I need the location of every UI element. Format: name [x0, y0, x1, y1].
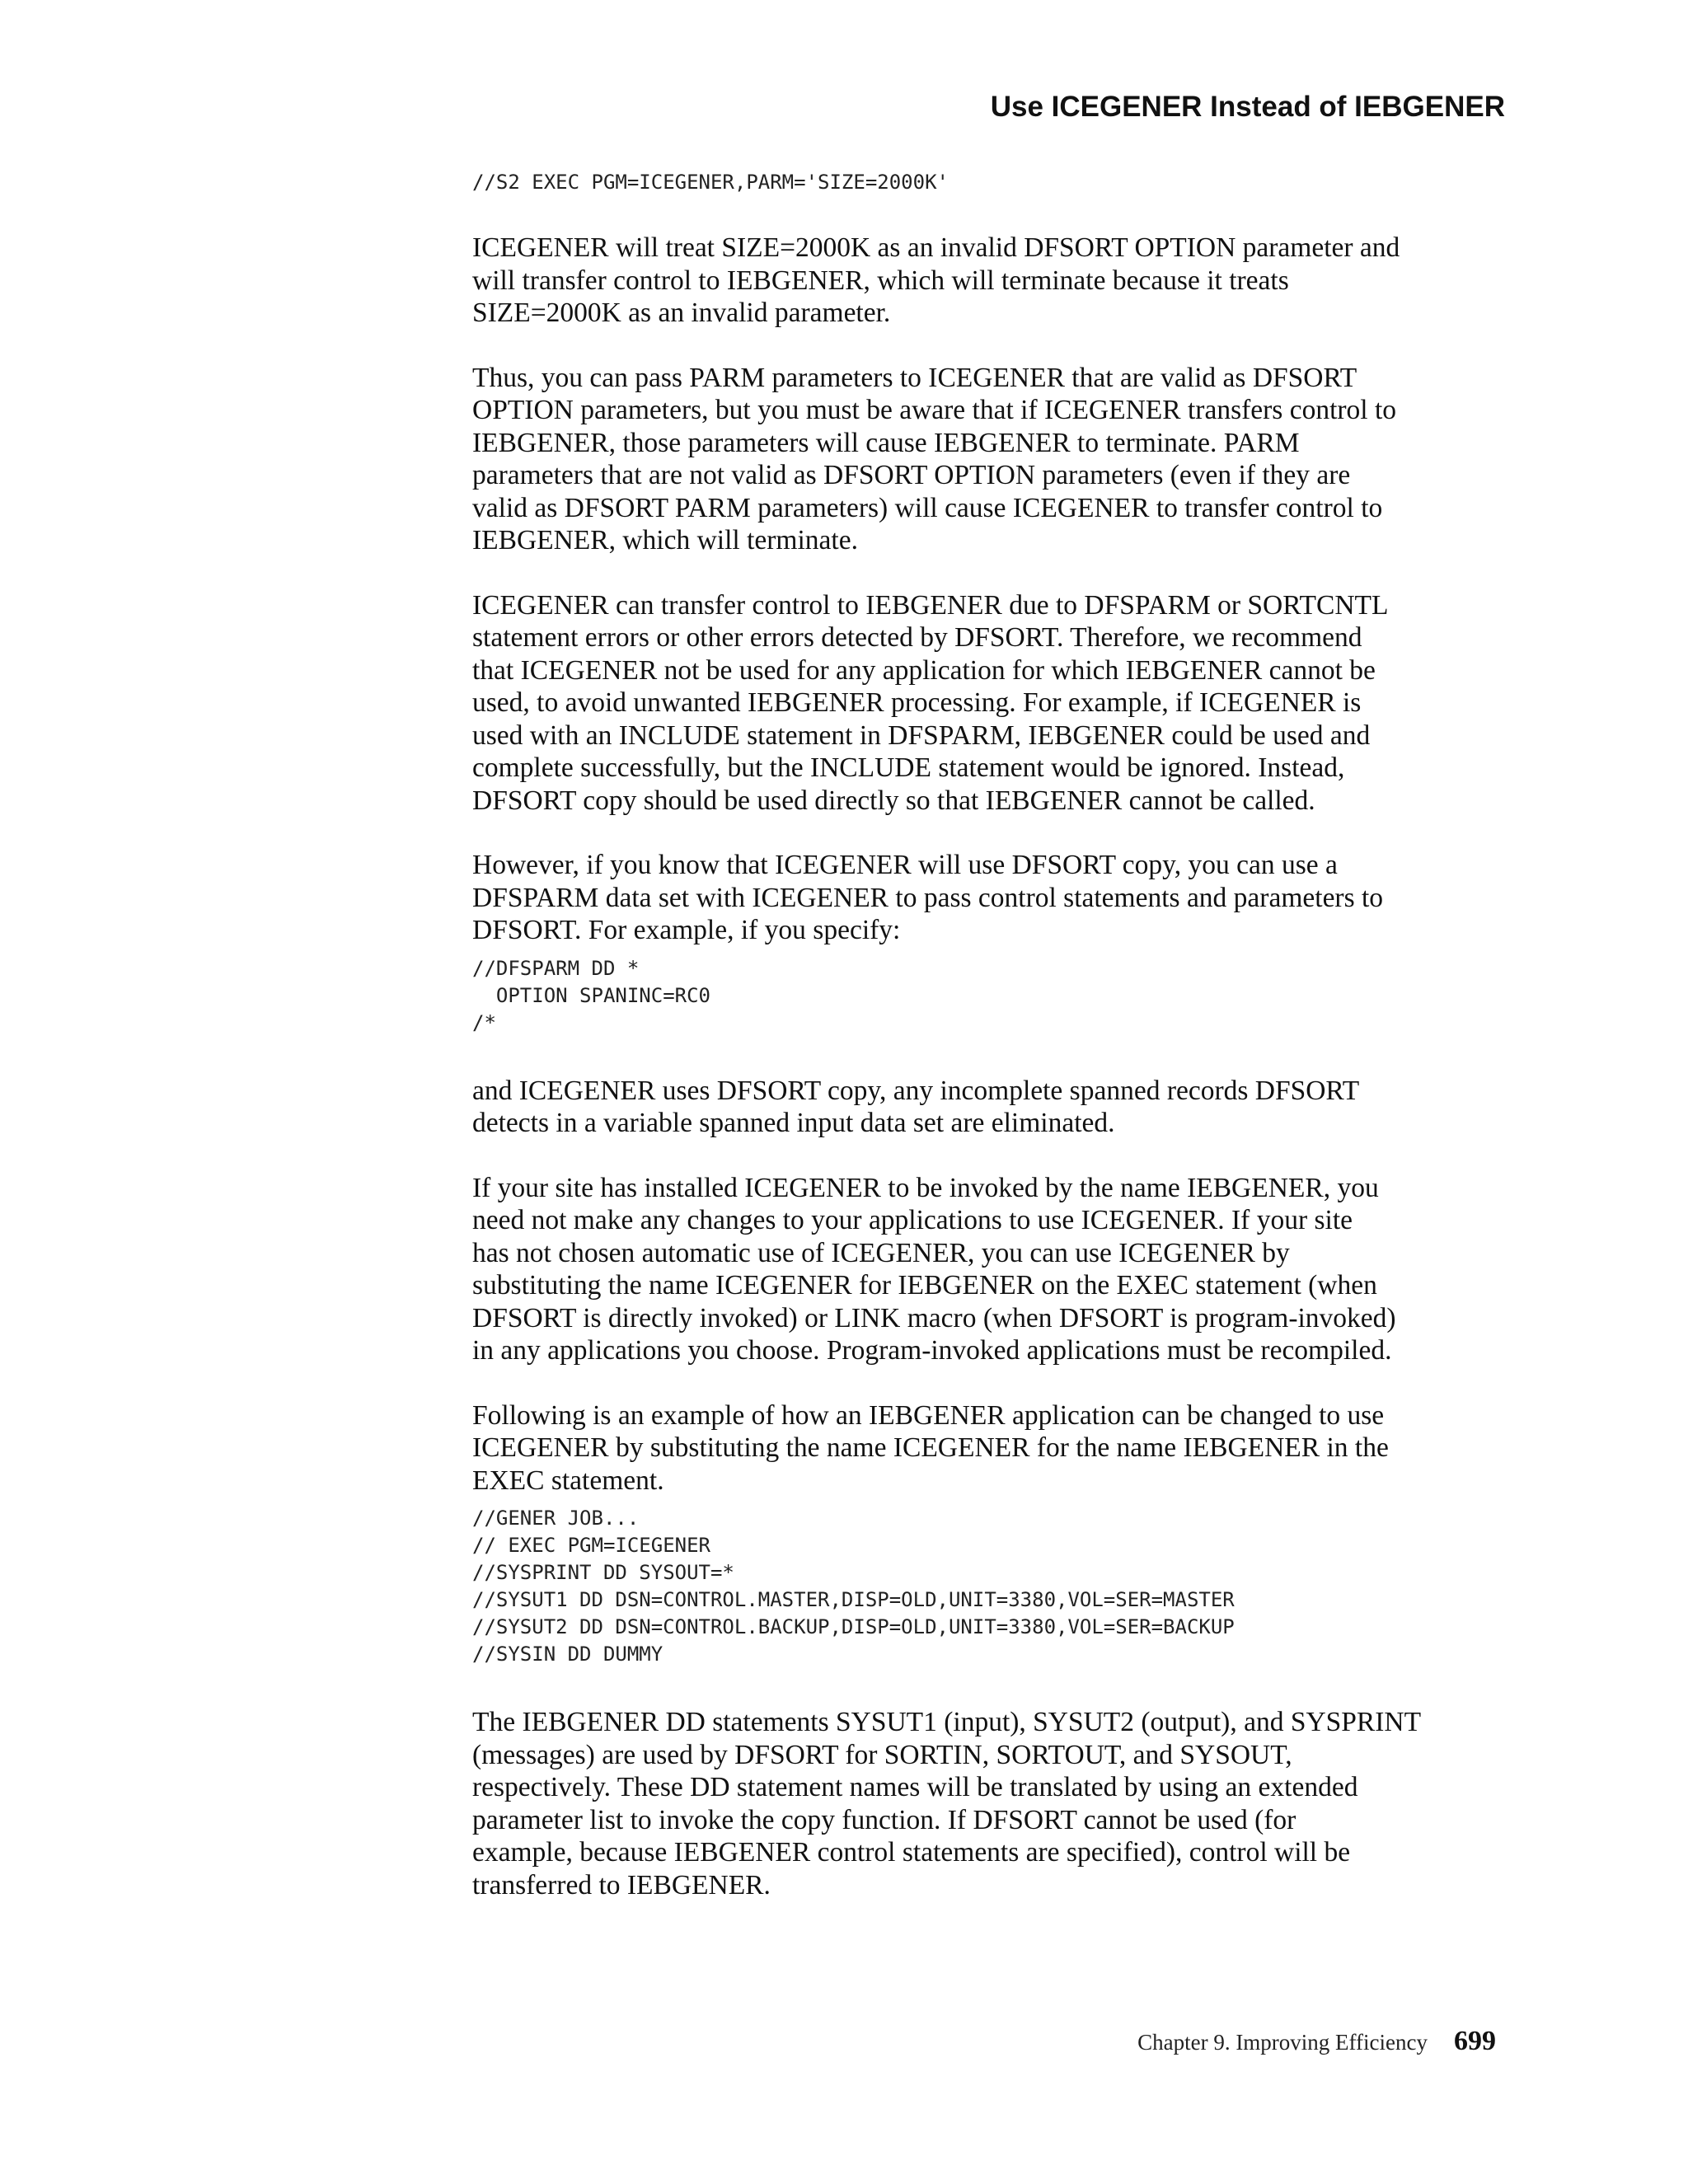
text-line: example, because IEBGENER control statements are specified), control will be	[472, 1837, 1351, 1868]
text-line: IEBGENER, those parameters will cause IEBGENER to terminate. PARM	[472, 427, 1300, 458]
text-line: will transfer control to IEBGENER, which will terminate because it treats	[472, 265, 1289, 296]
text-line: ICEGENER can transfer control to IEBGENER due to DFSPARM or SORTCNTL	[472, 589, 1389, 621]
text-line: used with an INCLUDE statement in DFSPARM, IEBGENER could be used and	[472, 719, 1371, 751]
text-line: The IEBGENER DD statements SYSUT1 (input), SYSUT2 (output), and SYSPRINT	[472, 1707, 1422, 1737]
code-line: //SYSUT1 DD DSN=CONTROL.MASTER,DISP=OLD,UNIT=3380,VOL=SER=MASTER	[472, 1588, 1235, 1611]
code-example-dfsparm	[472, 955, 1511, 1037]
text-line: DFSPARM data set with ICEGENER to pass control statements and parameters to	[472, 882, 1384, 913]
text-line: has not chosen automatic use of ICEGENER, you can use ICEGENER by	[472, 1237, 1290, 1268]
text-line: detects in a variable spanned input data set are eliminated.	[472, 1108, 1115, 1138]
text-line: substituting the name ICEGENER for IEBGENER on the EXEC statement (when	[472, 1270, 1377, 1301]
running-head-title: Use ICEGENER Instead of IEBGENER	[990, 91, 1505, 123]
page-footer	[1137, 2026, 1496, 2057]
paragraph-dd-statements	[472, 1706, 1511, 1901]
text-line: ICEGENER by substituting the name ICEGENER for the name IEBGENER in the	[472, 1432, 1389, 1463]
text-line: DFSORT copy should be used directly so that IEBGENER cannot be called.	[472, 785, 1315, 816]
code-line: //SYSUT2 DD DSN=CONTROL.BACKUP,DISP=OLD,UNIT=3380,VOL=SER=BACKUP	[472, 1615, 1235, 1638]
text-line: OPTION parameters, but you must be aware that if ICEGENER transfers control to	[472, 395, 1397, 425]
text-line: DFSORT. For example, if you specify:	[472, 915, 901, 945]
text-line: complete successfully, but the INCLUDE statement would be ignored. Instead,	[472, 752, 1345, 783]
text-line: and ICEGENER uses DFSORT copy, any incomplete spanned records DFSORT	[472, 1075, 1360, 1106]
code-line: //SYSPRINT DD SYSOUT=*	[472, 1561, 734, 1584]
footer-chapter-title: Chapter 9. Improving Efficiency	[1137, 2030, 1428, 2055]
paragraph-dfsparm-intro	[472, 849, 1511, 947]
text-line: used, to avoid unwanted IEBGENER processing. For example, if ICEGENER is	[472, 687, 1362, 718]
text-line: Following is an example of how an IEBGENER application can be changed to use	[472, 1399, 1385, 1431]
text-line: in any applications you choose. Program-invoked applications must be recompiled.	[472, 1335, 1392, 1366]
text-line: parameters that are not valid as DFSORT OPTION parameters (even if they are	[472, 460, 1351, 490]
text-line: statement errors or other errors detected by DFSORT. Therefore, we recommend	[472, 622, 1362, 653]
body-content	[472, 169, 1511, 1901]
text-line: IEBGENER, which will terminate.	[472, 525, 858, 555]
text-line: EXEC statement.	[472, 1465, 664, 1496]
paragraph-invalid-size	[472, 232, 1511, 330]
code-line: /*	[472, 1010, 496, 1034]
page-number: 699	[1454, 2026, 1496, 2056]
text-line: transferred to IEBGENER.	[472, 1869, 771, 1900]
text-line: valid as DFSORT PARM parameters) will cause ICEGENER to transfer control to	[472, 492, 1383, 523]
code-example-exec-parm	[472, 169, 1511, 196]
text-line: Thus, you can pass PARM parameters to ICEGENER that are valid as DFSORT	[472, 362, 1357, 393]
code-line: //GENER JOB...	[472, 1507, 640, 1530]
text-line: DFSORT is directly invoked) or LINK macro (when DFSORT is program-invoked)	[472, 1302, 1396, 1333]
text-line: However, if you know that ICEGENER will use DFSORT copy, you can use a	[472, 850, 1338, 880]
paragraph-spanned-records	[472, 1075, 1511, 1140]
code-line: //SYSIN DD DUMMY	[472, 1643, 663, 1666]
paragraph-example-intro	[472, 1399, 1511, 1497]
code-line: //DFSPARM DD *	[472, 956, 640, 980]
text-line: that ICEGENER not be used for any application for which IEBGENER cannot be	[472, 654, 1376, 686]
paragraph-site-installation	[472, 1172, 1511, 1367]
text-line: (messages) are used by DFSORT for SORTIN, SORTOUT, and SYSOUT,	[472, 1739, 1292, 1770]
code-line: OPTION SPANINC=RC0	[472, 983, 710, 1007]
text-line: respectively. These DD statement names will be translated by using an extended	[472, 1772, 1358, 1802]
text-line: ICEGENER will treat SIZE=2000K as an invalid DFSORT OPTION parameter and	[472, 232, 1400, 263]
paragraph-parm-parameters	[472, 362, 1511, 557]
text-line: parameter list to invoke the copy function. If DFSORT cannot be used (for	[472, 1804, 1296, 1835]
paragraph-transfer-control	[472, 589, 1511, 818]
code-line: // EXEC PGM=ICEGENER	[472, 1534, 710, 1557]
text-line: SIZE=2000K as an invalid parameter.	[472, 298, 891, 328]
text-line: need not make any changes to your applications to use ICEGENER. If your site	[472, 1205, 1353, 1235]
code-example-gener-job	[472, 1505, 1511, 1668]
code-line: //S2 EXEC PGM=ICEGENER,PARM='SIZE=2000K'	[472, 171, 949, 194]
text-line: If your site has installed ICEGENER to be invoked by the name IEBGENER, you	[472, 1172, 1379, 1203]
